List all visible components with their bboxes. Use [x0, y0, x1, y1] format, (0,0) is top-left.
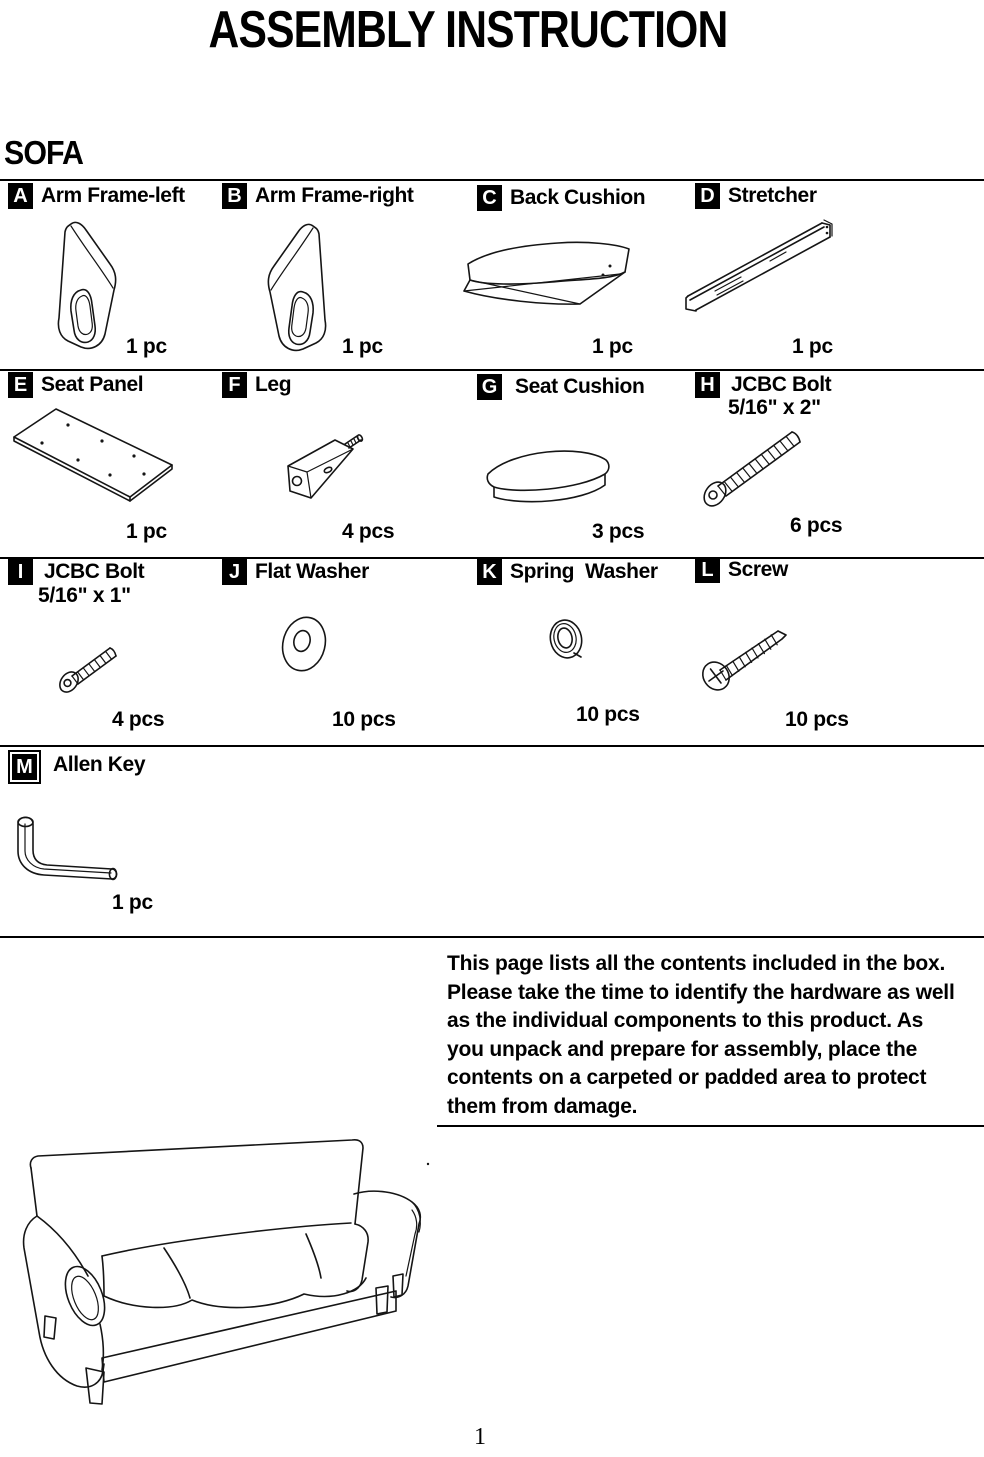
jcbc-bolt-2in-illustration — [690, 418, 814, 514]
part-name: Spring Washer — [510, 560, 658, 583]
page-number: 1 — [474, 1424, 486, 1450]
separator-line — [0, 369, 984, 371]
part-quantity: 4 pcs — [342, 520, 395, 543]
part-letter-badge: I — [8, 559, 33, 585]
part-name: Seat Panel — [41, 373, 144, 396]
part-header-g — [477, 374, 644, 400]
contents-note: This page lists all the contents included in the box. Please take the time to identify the hardware as well as the individual components to this product. As you unpack and prepare for assembly, place the contents on a carpeted or padded area to protect them from damage. — [447, 952, 955, 1118]
part-name: JCBC Bolt — [731, 373, 832, 396]
jcbc-bolt-1in-illustration — [48, 626, 124, 698]
part-quantity: 10 pcs — [332, 708, 396, 731]
part-letter-badge: E — [8, 372, 33, 398]
part-letter-badge: F — [222, 372, 247, 398]
spring-washer-illustration — [546, 616, 588, 664]
part-name: Screw — [728, 558, 788, 581]
part-quantity: 1 pc — [342, 335, 383, 358]
part-quantity: 1 pc — [112, 891, 153, 914]
part-header-a — [8, 183, 185, 209]
part-quantity: 1 pc — [792, 335, 833, 358]
part-header-i — [8, 559, 144, 585]
separator-line — [0, 745, 984, 747]
part-header-h — [695, 372, 831, 398]
part-header-e — [8, 372, 143, 398]
part-quantity: 4 pcs — [112, 708, 165, 731]
part-name: Stretcher — [728, 184, 817, 207]
part-letter-badge: H — [695, 372, 720, 398]
part-letter-badge: J — [222, 559, 247, 585]
part-letter-badge: D — [695, 183, 720, 209]
part-header-m — [10, 752, 145, 782]
part-name: JCBC Bolt — [44, 560, 145, 583]
page-title: ASSEMBLY INSTRUCTION — [208, 1, 728, 59]
part-name: Leg — [255, 373, 292, 396]
part-name: Allen Key — [53, 753, 146, 776]
part-letter-badge: A — [8, 183, 33, 209]
part-size: 5/16" x 1" — [38, 584, 131, 607]
part-letter-badge: C — [477, 185, 502, 211]
back-cushion-illustration — [460, 232, 640, 316]
part-quantity: 1 pc — [126, 335, 167, 358]
part-letter-badge: L — [695, 557, 720, 583]
part-name: Back Cushion — [510, 186, 646, 209]
screw-illustration — [690, 616, 790, 694]
part-header-j — [222, 559, 369, 585]
part-header-l — [695, 557, 788, 583]
leg-illustration — [281, 428, 371, 502]
flat-washer-illustration — [278, 613, 332, 677]
part-quantity: 1 pc — [592, 335, 633, 358]
part-header-k — [477, 559, 658, 585]
seat-cushion-illustration — [478, 440, 618, 514]
part-name: Flat Washer — [255, 560, 369, 583]
part-header-b — [222, 183, 414, 209]
part-header-f — [222, 372, 291, 398]
part-name: Arm Frame-left — [41, 184, 185, 207]
part-name: Seat Cushion — [515, 375, 645, 398]
part-quantity: 3 pcs — [592, 520, 645, 543]
arm-frame-right-illustration — [260, 220, 334, 354]
part-size: 5/16" x 2" — [728, 396, 821, 419]
separator-line — [437, 1125, 984, 1127]
part-name: Arm Frame-right — [255, 184, 414, 207]
allen-key-illustration — [8, 810, 128, 888]
part-letter-badge: B — [222, 183, 247, 209]
part-quantity: 10 pcs — [576, 703, 640, 726]
separator-line — [0, 936, 984, 938]
section-heading: SOFA — [4, 134, 83, 171]
part-quantity: 6 pcs — [790, 514, 843, 537]
stretcher-illustration — [678, 206, 850, 320]
separator-line — [0, 179, 984, 181]
part-letter-badge: K — [477, 559, 502, 585]
seat-panel-illustration — [10, 403, 178, 507]
sofa-illustration — [14, 1136, 448, 1424]
part-header-c — [477, 185, 645, 211]
part-letter-badge: G — [477, 374, 502, 400]
part-quantity: 10 pcs — [785, 708, 849, 731]
part-letter-badge: M — [12, 754, 37, 780]
arm-frame-left-illustration — [50, 218, 124, 352]
part-quantity: 1 pc — [126, 520, 167, 543]
